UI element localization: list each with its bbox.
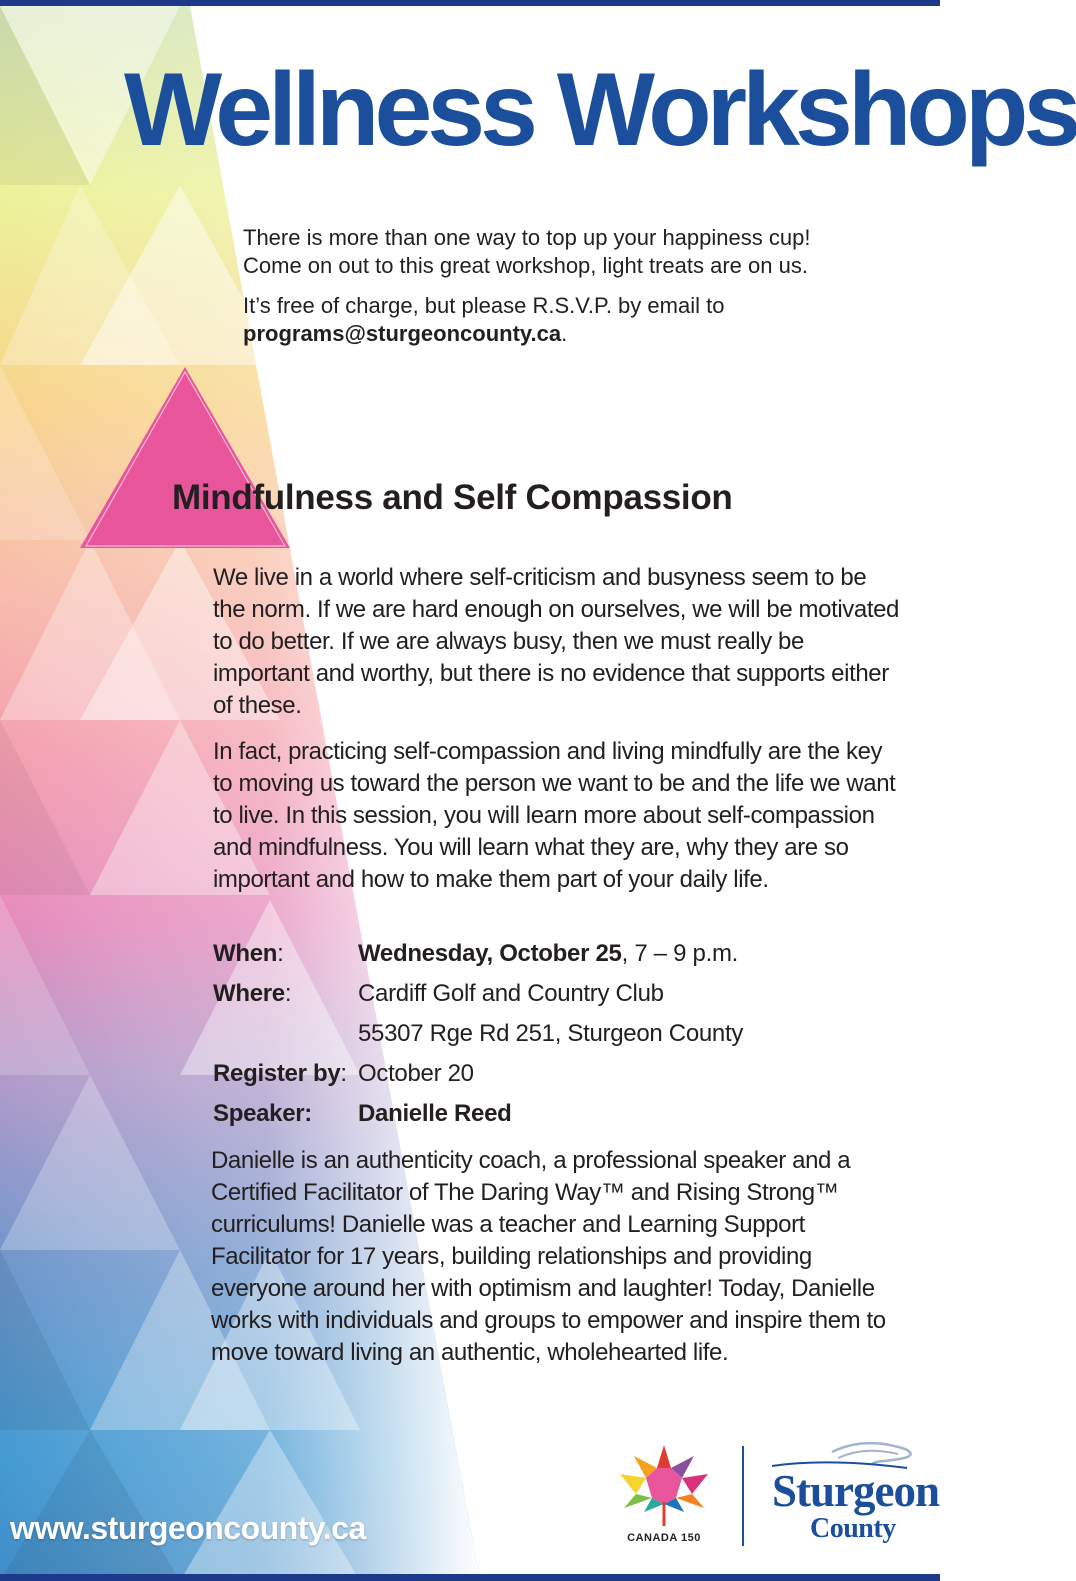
speaker-name: Danielle Reed: [358, 1100, 512, 1127]
when-row: [213, 934, 893, 974]
intro-line-1: There is more than one way to top up your happiness cup!: [243, 225, 811, 250]
speaker-row: [213, 1094, 893, 1134]
canada-150-label: CANADA 150: [627, 1532, 701, 1544]
speaker-label: Speaker:: [213, 1100, 312, 1127]
where-label: Where:: [213, 980, 292, 1007]
speaker-bio: [211, 1145, 901, 1369]
register-label: Register by:: [213, 1060, 347, 1087]
description-paragraph-1: We live in a world where self-criticism and busyness seem to be the norm. If we are hard enough on ourselves, we will be motivated to do better. If we are always busy, then we must really be important and worthy, but there is no evidence that supports either of these.: [213, 564, 899, 719]
page-title: Wellness Workshops: [124, 52, 1076, 168]
bottom-rule: [0, 1574, 940, 1581]
bio-text: Danielle is an authenticity coach, a professional speaker and a Certified Facilitator of The Daring Way™ and Rising Strong™ curriculums! Danielle was a teacher and Learning Support Facilitator for 17 years, building relationships and providing everyone around her with optimism and laughter! Today, Danielle works with individuals and groups to empower and inspire them to move toward living an authentic, wholehearted life.: [211, 1147, 886, 1366]
rsvp-text: [243, 292, 903, 348]
description-paragraph-2: In fact, practicing self-compassion and living mindfully are the key to moving us toward the person we want to be and the life we want to live. In this session, you will learn more about self-compassion and mindfulness. You will learn what they are, why they are so important and how to make them part of your daily life.: [213, 738, 896, 893]
rsvp-line: It’s free of charge, but please R.S.V.P. by email to: [243, 293, 725, 318]
intro-text: [243, 224, 903, 280]
county-logo-sturgeon: Sturgeon: [772, 1466, 940, 1516]
intro-line-2: Come on out to this great workshop, light treats are on us.: [243, 253, 808, 278]
when-label: When:: [213, 940, 284, 967]
intro-block: [243, 224, 903, 360]
event-time: , 7 – 9 p.m.: [621, 940, 739, 967]
event-date: Wednesday, October 25: [358, 940, 622, 967]
workshop-description: [213, 562, 903, 910]
where-row: [213, 974, 893, 1014]
logo-divider: [742, 1446, 744, 1546]
rsvp-period: .: [561, 321, 568, 346]
event-details: [213, 934, 893, 1134]
county-logo-county: County: [810, 1513, 896, 1544]
venue-name: Cardiff Golf and Country Club: [358, 980, 664, 1007]
address-row: [213, 1014, 893, 1054]
website-link[interactable]: www.sturgeoncounty.ca: [10, 1510, 366, 1546]
register-deadline: October 20: [358, 1060, 474, 1087]
rsvp-email-link[interactable]: programs@sturgeoncounty.ca: [243, 321, 562, 346]
register-row: [213, 1054, 893, 1094]
workshop-title: Mindfulness and Self Compassion: [172, 478, 733, 517]
venue-address: 55307 Rge Rd 251, Sturgeon County: [358, 1020, 744, 1047]
when-value: [358, 934, 893, 974]
